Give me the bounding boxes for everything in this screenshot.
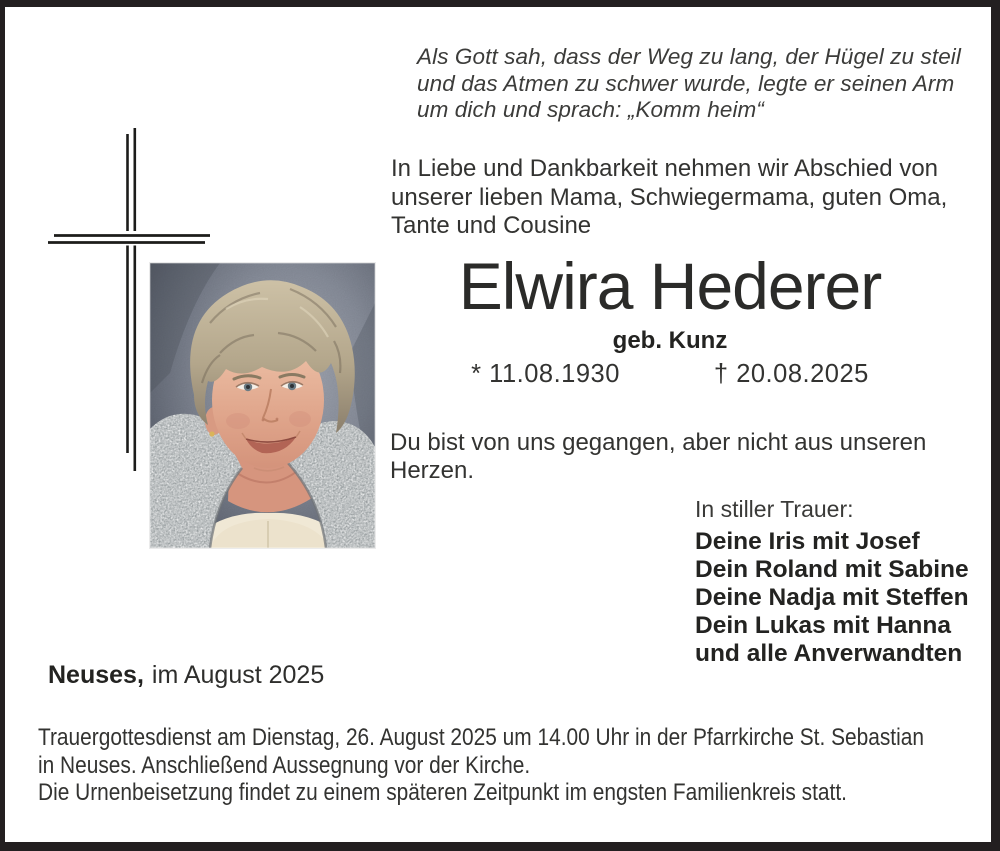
portrait-photo (150, 263, 375, 548)
place-name: Neuses, (48, 661, 144, 689)
maiden-name: geb. Kunz (612, 327, 728, 354)
service-line: in Neuses. Anschließend Aussegnung vor der Kirche. (38, 751, 531, 779)
mourner-name: Dein Roland mit Sabine (695, 556, 969, 583)
month-year: im August 2025 (151, 661, 325, 689)
verse-line: um dich und sprach: „Komm heim“ (417, 97, 764, 122)
life-dates (390, 360, 950, 389)
service-line: Die Urnenbeisetzung findet zu einem späteren Zeitpunkt im engsten Familienkreis statt. (38, 779, 847, 806)
service-details (38, 724, 999, 807)
epitaph-text: Du bist von uns gegangen, aber nicht aus unseren Herzen. (390, 429, 927, 484)
mourner-name: Deine Iris mit Josef (695, 528, 920, 555)
mourner-name: und alle Anverwandten (695, 640, 963, 667)
birth-date: * 11.08.1930 (471, 360, 620, 388)
verse-line: Als Gott sah, dass der Weg zu lang, der Hügel zu steil (417, 44, 962, 69)
intro-line: unserer lieben Mama, Schwiegermama, guten Oma, (391, 183, 948, 211)
mourners-block (695, 496, 975, 668)
deceased-name: Elwira Hederer (458, 249, 882, 323)
mourners-heading: In stiller Trauer: (695, 496, 854, 522)
opening-verse (417, 44, 977, 124)
mourner-name: Dein Lukas mit Hanna (695, 612, 951, 639)
intro-line: Tante und Cousine (391, 212, 592, 239)
place-date-line (48, 661, 324, 690)
mourner-name: Deine Nadja mit Steffen (695, 584, 969, 611)
death-date: † 20.08.2025 (713, 360, 869, 388)
introduction-text (391, 155, 971, 241)
service-line: Trauergottesdienst am Dienstag, 26. August 2025 um 14.00 Uhr in der Pfarrkirche St. Sebastian (38, 724, 924, 751)
intro-line: In Liebe und Dankbarkeit nehmen wir Abschied von (391, 155, 939, 182)
verse-line: und das Atmen zu schwer wurde, legte er seinen Arm (417, 70, 955, 96)
